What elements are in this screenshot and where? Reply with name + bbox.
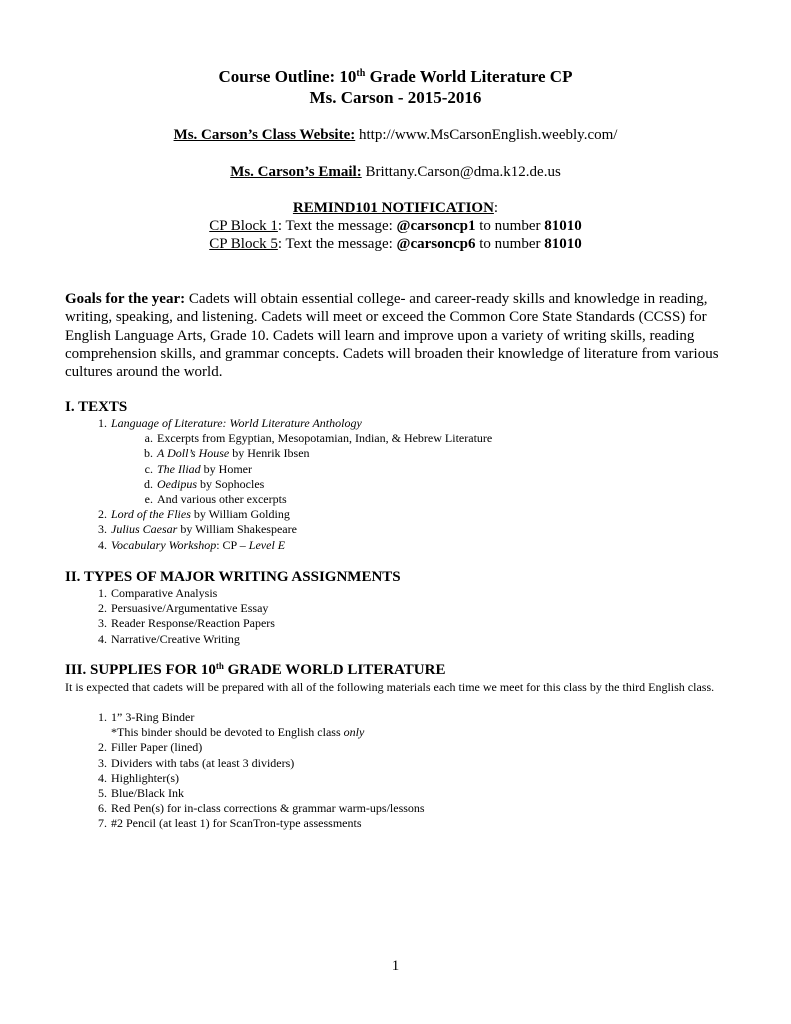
page-number: 1: [391, 958, 400, 974]
list-item: c. The Iliad by Homer: [144, 461, 252, 476]
list-item: 2. Lord of the Flies by William Golding: [98, 507, 290, 522]
list-item: 1. Comparative Analysis: [98, 586, 218, 600]
document-subtitle: Ms. Carson - 2015-2016: [309, 88, 482, 107]
section-supplies-heading: III. SUPPLIES FOR 10th GRADE WORLD LITERATURE: [65, 661, 446, 678]
document-title: Course Outline: 10th Grade World Literature CP: [218, 67, 573, 86]
list-item: d. Oedipus by Sophocles: [144, 476, 265, 491]
list-item: 1. 1” 3-Ring Binder: [98, 710, 195, 724]
list-item: 4. Narrative/Creative Writing: [98, 631, 240, 646]
supplies-intro: It is expected that cadets will be prepared with all of the following materials each time we meet for this class by the third English class.: [65, 680, 715, 694]
email-address[interactable]: Brittany.Carson@dma.k12.de.us: [361, 164, 561, 180]
website-line: [0, 126, 791, 144]
list-item: 2. Filler Paper (lined): [98, 740, 203, 755]
list-item: 5. Blue/Black Ink: [98, 786, 184, 801]
list-item: 6. Red Pen(s) for in-class corrections & grammar warm-ups/lessons: [98, 801, 425, 816]
list-item: 2. Persuasive/Argumentative Essay: [98, 601, 269, 616]
section-writing-heading: II. TYPES OF MAJOR WRITING ASSIGNMENTS: [65, 569, 401, 585]
binder-note: *This binder should be devoted to English class only: [111, 725, 365, 740]
remind-block-5: CP Block 5: Text the message: @carsoncp6 to number 81010: [209, 236, 582, 252]
list-item: 4. Highlighter(s): [98, 770, 179, 785]
list-item: 3. Dividers with tabs (at least 3 dividers): [98, 755, 295, 770]
goals-label: Goals for the year:: [65, 291, 186, 307]
list-item: 1. Language of Literature: World Literature Anthology a. Excerpts from Egyptian, Mesopotamian, Indian, & Hebrew Literature b. A Doll’s House by Henrik Ibsen c. The Iliad by Homer d. Oedipus by Sophocles e. And various other excerpts: [111, 416, 731, 507]
list-item: 7. #2 Pencil (at least 1) for ScanTron-type assessments: [98, 816, 362, 831]
list-item: b. A Doll’s House by Henrik Ibsen: [144, 446, 310, 461]
email-label: Ms. Carson’s Email:: [230, 164, 362, 180]
texts-list: [98, 416, 731, 553]
list-item: 3. Reader Response/Reaction Papers: [98, 616, 275, 631]
remind-block-1: CP Block 1: Text the message: @carsoncp1 to number 81010: [209, 218, 582, 234]
email-line: [0, 163, 791, 181]
list-item: 3. Julius Caesar by William Shakespeare: [98, 522, 297, 537]
website-label: Ms. Carson’s Class Website:: [173, 127, 356, 143]
website-url[interactable]: http://www.MsCarsonEnglish.weebly.com/: [355, 127, 618, 143]
list-item: e. And various other excerpts: [144, 492, 287, 507]
supplies-list: [98, 710, 731, 832]
goals-paragraph: [65, 290, 725, 381]
anthology-sublist: [111, 431, 731, 507]
list-item: 4. Vocabulary Workshop: CP – Level E: [98, 537, 286, 552]
goals-text: Cadets will obtain essential college- and career-ready skills and knowledge in reading, writing, speaking, and listening. Cadets will meet or exceed the Common Core State Standards (CCSS) for English Language Arts, Grade 10. Cadets will learn and improve upon a variety of writing skills, reading comprehension skills, and grammar concepts. Cadets will broaden their knowledge of literature from various cultures around the world.: [65, 291, 719, 381]
remind-heading: REMIND101 NOTIFICATION:: [292, 200, 499, 216]
list-item: a. Excerpts from Egyptian, Mesopotamian, Indian, & Hebrew Literature: [144, 431, 493, 446]
section-texts-heading: I. TEXTS: [65, 399, 128, 415]
writing-list: [98, 586, 731, 647]
